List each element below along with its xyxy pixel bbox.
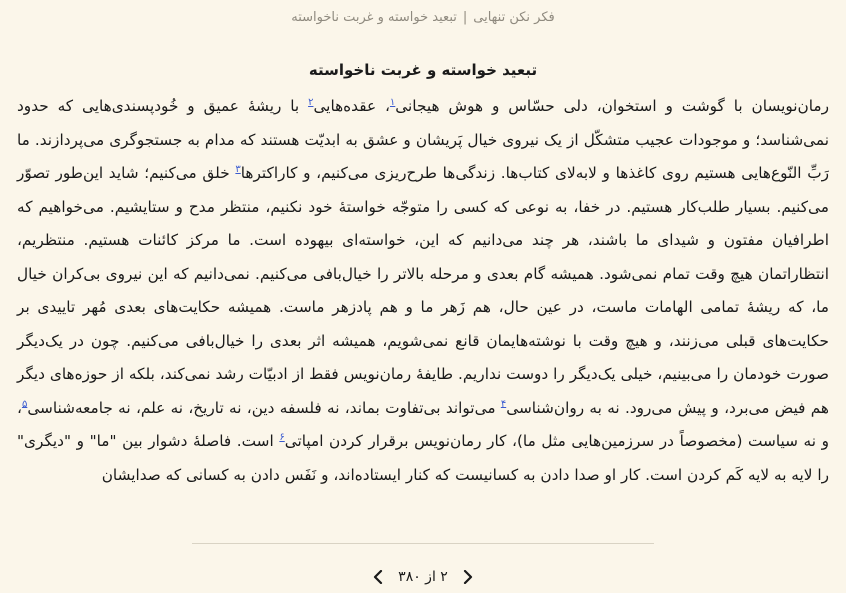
chapter-paragraph xyxy=(17,90,829,492)
page-navigator xyxy=(0,566,846,588)
text-segment: رمان‌نویسان با گوشت و استخوان، دلی حسّاس و هوش هیجانی xyxy=(395,97,829,115)
text-segment: ، عقده‌هایی xyxy=(313,97,390,115)
footnote-link-2[interactable]: ۲ xyxy=(308,96,314,108)
text-segment: است. فاصلهٔ دشوار بین "ما" و "دیگری" را لایه به لایه کَم کردن است. کار او صدا دادن به کسانیست که کنار ایستاده‌اند، و نَفَس دادن به کسانی که صدایشان xyxy=(17,432,829,484)
text-segment: با ریشهٔ عمیق و خُودپسندی‌هایی که حدود نمی‌شناسد؛ و موجودات عجیب متشکّل از یک نیروی خیال پَریشان و عشق به ابدیّت هستند که مدام به جستجوگری می‌پردازند. ما رَبِّ النّوع‌هایی هستیم روی کاغذها و لابه‌لای کتاب‌ها. زندگی‌ها طرح‌ریزی می‌کنیم، و کاراکترها xyxy=(17,97,829,182)
footnote-link-5[interactable]: ۵ xyxy=(21,398,28,410)
page-content xyxy=(17,60,829,492)
footnote-link-4[interactable]: ۴ xyxy=(500,398,507,410)
footnote-link-6[interactable]: ۶ xyxy=(279,431,285,443)
text-segment: ، و نه سیاست (مخصوصاً در سرزمین‌هایی مثل ما)، کار رمان‌نویس برقرار کردن امپاتی xyxy=(17,398,830,450)
header-separator: | xyxy=(462,9,468,25)
chapter-title: تبعید خواسته و غربت ناخواسته xyxy=(308,61,538,79)
page-indicator: ۲ از ۳۸۰ xyxy=(398,569,448,585)
running-header xyxy=(0,0,846,34)
text-segment: می‌تواند بی‌تفاوت بماند، نه فلسفه دین، نه تاریخ، نه علم، نه جامعه‌شناسی xyxy=(27,398,501,417)
page-divider xyxy=(192,543,654,544)
footnote-link-1[interactable]: ۱ xyxy=(389,96,396,108)
footnote-link-3[interactable]: ۳ xyxy=(235,163,241,175)
header-chapter-title: تبعید خواسته و غربت ناخواسته xyxy=(291,9,457,25)
chevron-right-icon[interactable] xyxy=(460,569,476,585)
book-title: فکر نکن تنهایی xyxy=(473,9,555,25)
text-segment: خلق می‌کنیم؛ شاید این‌طور تصوّر می‌کنیم. بسیار طلب‌کار هستیم. در خفا، به نوعی که کسی را متوجّه خواستهٔ خود نکنیم، منتظر مدح و ستایشیم. می‌خواهیم که اطرافیان مفتون و شیدای ما باشند، هر چند می‌دانیم که این، خواسته‌ای بیهوده است. ما مرکز کائنات هستیم. منتظریم، انتظاراتمان هیچ وقت تمام نمی‌شود. همیشه گام بعدی و مرحله بالاتر را خیال‌بافی می‌کنیم. نمی‌دانیم که این نیروی بی‌کران خیال ما، که ریشهٔ تمامی الهامات ماست، در عین حال، هم زَهر ما و هم پادزهر ماست. همیشه حکایت‌های بعدی مُهر تاییدی بر حکایت‌های قبلی می‌زنند، و هیچ وقت با نوشته‌هایمان قانع نمی‌شویم، همیشه اثر بعدی را خیال‌بافی می‌کنیم. چون در یک‌دیگر صورت خودمان را می‌بینیم، خیلی یک‌دیگر را دوست نداریم. طایفهٔ رمان‌نویس فقط از ادبیّات رشد نمی‌کند، بلکه از حوزه‌های دیگر هم فیض می‌برد، و پیش می‌رود. نه به روان‌شناسی xyxy=(17,164,829,417)
chevron-left-icon[interactable] xyxy=(370,569,386,585)
